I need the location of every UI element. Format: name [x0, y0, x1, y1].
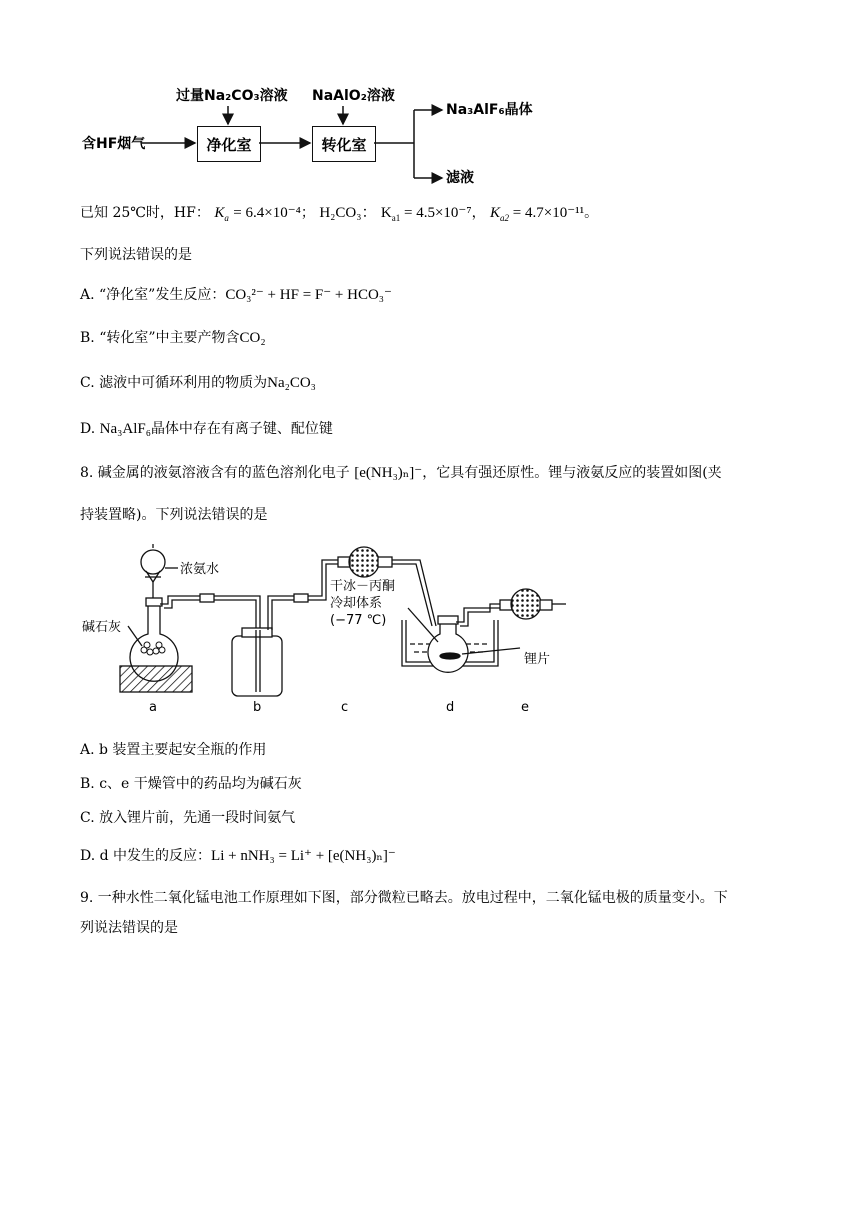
- q7-stem: 下列说法错误的是: [80, 247, 192, 263]
- flow-arrows: [0, 0, 860, 200]
- given-lead: 已知 25℃时，HF：: [80, 205, 210, 221]
- label-conc-ammonia: 浓氨水: [180, 562, 220, 577]
- q7-option-c: C. 滤液中可循环利用的物质为Na₂CO₃: [80, 375, 316, 391]
- q7-option-d: D. Na₃AlF₆晶体中存在有离子键、配位键: [80, 421, 333, 437]
- q7-option-a: A. “净化室”发生反应：CO₃²⁻ + HF = F⁻ + HCO₃⁻: [80, 287, 392, 303]
- q7-option-c-formula: Na₂CO₃: [267, 375, 316, 391]
- ka2-symbol: $K_{a2}$: [490, 205, 510, 223]
- flow-box-convert: 转化室: [312, 126, 376, 162]
- q8-option-b: B. c、e 干燥管中的药品均为碱石灰: [80, 776, 302, 792]
- q7-option-b: B. “转化室”中主要产物含CO₂: [80, 330, 266, 346]
- q8-stem-line-2: 持装置略)。下列说法错误的是: [80, 507, 268, 523]
- label-lithium: 锂片: [524, 652, 551, 667]
- label-b: b: [253, 700, 262, 715]
- label-d: d: [446, 700, 455, 715]
- label-e: e: [521, 700, 529, 715]
- q8-option-d-equation: Li + nNH₃ = Li⁺ + [e(NH₃)ₙ]⁻: [211, 848, 396, 864]
- flow-input-label: 含HF烟气: [82, 136, 146, 152]
- given-constants: 已知 25℃时，HF： $K_a = 6.4\times 10^{-4}$； H₂CO₃： $K_{a1} = 4.5\times 10^{-7}$， $K_{a2} = 4.7\times 10^{-11}$。: [80, 205, 599, 223]
- flow-reagent-2: NaAlO₂溶液: [312, 88, 395, 104]
- q8-stem-line-1: 8. 碱金属的液氨溶液含有的蓝色溶剂化电子 [e(NH₃)ₙ]⁻，它具有强还原性。锂与液氨反应的装置如图(夹: [80, 465, 722, 481]
- ka1-symbol: $K_{a1}$: [380, 205, 401, 223]
- q9-stem-line-1: 9. 一种水性二氧化锰电池工作原理如下图，部分微粒已略去。放电过程中，二氧化锰电极的质量变小。下: [80, 890, 728, 906]
- label-a: a: [149, 700, 157, 715]
- label-soda-lime: 碱石灰: [82, 620, 122, 635]
- apparatus-drawing: [80, 538, 570, 718]
- solvated-electron-formula: [e(NH₃)ₙ]⁻: [354, 465, 423, 481]
- ka2-value: 4.7×10⁻¹¹: [525, 205, 585, 221]
- ka1-value: 4.5×10⁻⁷: [416, 205, 472, 221]
- q8-option-a: A. b 装置主要起安全瓶的作用: [80, 742, 267, 758]
- q8-option-c: C. 放入锂片前，先通一段时间氨气: [80, 810, 296, 826]
- q8-option-d: D. d 中发生的反应：Li + nNH₃ = Li⁺ + [e(NH₃)ₙ]⁻: [80, 848, 396, 864]
- q9-stem-line-2: 列说法错误的是: [80, 920, 178, 936]
- q7-option-b-formula: CO₂: [239, 330, 266, 346]
- flow-output-crystal: Na₃AlF₆晶体: [446, 102, 533, 118]
- q7-option-d-formula: Na₃AlF₆: [99, 421, 151, 437]
- flow-box-purify: 净化室: [197, 126, 261, 162]
- ka-hf-value: 6.4×10⁻⁴: [245, 205, 301, 221]
- flow-reagent-1: 过量Na₂CO₃溶液: [176, 88, 288, 104]
- ka-symbol: $K_a$: [214, 205, 229, 223]
- q7-option-a-equation: CO₃²⁻ + HF = F⁻ + HCO₃⁻: [225, 287, 392, 303]
- label-coolant: 干冰－丙酮 冷却体系 (−77 ℃): [330, 579, 396, 628]
- flow-output-filtrate: 滤液: [446, 170, 474, 186]
- label-c: c: [341, 700, 349, 715]
- h2co3-label: H₂CO₃：: [319, 205, 377, 221]
